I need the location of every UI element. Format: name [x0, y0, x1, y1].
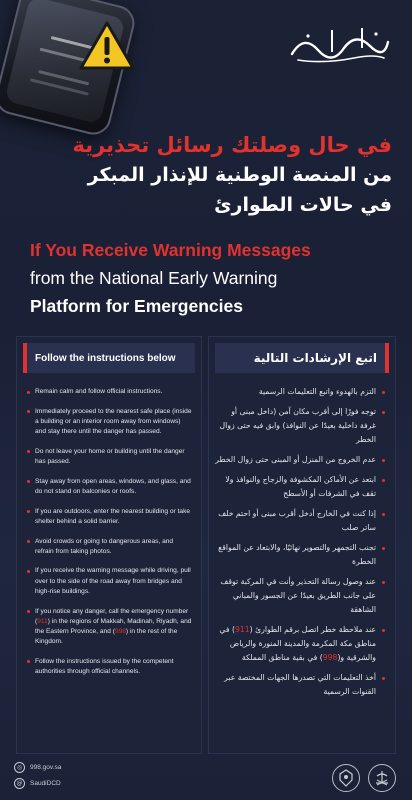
- list-item: Do not leave your home or building until the danger has passed.: [27, 447, 193, 467]
- list-item: التزم بالهدوء واتبع التعليمات الرسمية: [215, 385, 385, 399]
- list-item: توجه فورًا إلى أقرب مكان آمن (داخل مبنى أو غرفة داخلية بعيدًا عن النوافذ) وابق فيه حتى زوال الخطر: [215, 405, 385, 447]
- list-item: If you receive the warning message while driving, pull over to the side of the road away from bridges and high-rise buildings.: [27, 566, 193, 597]
- english-title: [30, 236, 390, 320]
- list-item: تجنب التجمهر والتصوير نهائيًا، والابتعاد عن المواقع الخطرة: [215, 541, 385, 569]
- list-item: عدم الخروج من المنزل أو المبنى حتى زوال الخطر: [215, 453, 385, 467]
- social-row[interactable]: [14, 778, 61, 789]
- emblems: [332, 764, 396, 792]
- footer: [14, 762, 61, 794]
- list-item: ابتعد عن الأماكن المكشوفة والزجاج والنوافذ ولا تقف في الشرفات أو الأسطح: [215, 473, 385, 501]
- arabic-panel-header: [215, 343, 389, 373]
- list-item: إذا كنت في الخارج أدخل أقرب مبنى أو احتم خلف ساتر صلب: [215, 507, 385, 535]
- english-instructions-list: [17, 373, 201, 677]
- list-item: عند وصول رسالة التحذير وأنت في المركبة توقف على جانب الطريق بعيدًا عن الجسور والمباني الشاهقة: [215, 575, 385, 617]
- website-row[interactable]: [14, 762, 61, 773]
- logo: [284, 24, 394, 68]
- english-title-line2: from the National Early Warning: [30, 268, 278, 288]
- arabic-title-line3: في حالات الطوارئ: [214, 194, 392, 216]
- arabic-panel-heading: اتبع الإرشادات التالية: [253, 351, 377, 365]
- website-link[interactable]: 998.gov.sa: [30, 764, 62, 771]
- arabic-title: [20, 130, 392, 220]
- list-item: Avoid crowds or going to dangerous areas, and refrain from taking photos.: [27, 537, 193, 557]
- calligraphy-logo-icon: [284, 24, 394, 68]
- english-title-line3: Platform for Emergencies: [30, 296, 243, 316]
- arabic-instructions-panel: [208, 336, 396, 754]
- warning-icon: [78, 20, 136, 72]
- english-panel-heading: Follow the instructions below: [35, 352, 176, 364]
- arabic-title-line2: من المنصة الوطنية للإنذار المبكر: [87, 164, 392, 186]
- social-icon: @: [14, 778, 25, 789]
- arabic-title-line1: في حال وصلتك رسائل تحذيرية: [72, 133, 392, 157]
- list-item: عند ملاحظة خطر اتصل برقم الطوارئ (911) في مناطق مكة المكرمة والمدينة المنورة والرياض والشرقية و(998) في بقية مناطق المملكة: [215, 623, 385, 665]
- globe-icon: ◎: [14, 762, 25, 773]
- list-item: If you notice any danger, call the emergency number (911) in the regions of Makkah, Madinah, Riyadh, and the Eastern Province, and (998) in the rest of the Kingdom.: [27, 607, 193, 648]
- english-title-line1: If You Receive Warning Messages: [30, 240, 311, 260]
- list-item: أخذ التعليمات التي تصدرها الجهات المختصة عبر القنوات الرسمية: [215, 671, 385, 699]
- ministry-emblem-icon: [368, 764, 396, 792]
- list-item: Immediately proceed to the nearest safe place (inside a building or an interior room away from windows) and stay there until the danger has passed.: [27, 407, 193, 438]
- social-handle[interactable]: SaudiDCD: [30, 780, 61, 787]
- list-item: Stay away from open areas, windows, and glass, and do not stand on balconies or roofs.: [27, 477, 193, 497]
- english-panel-header: [23, 343, 195, 373]
- arabic-instructions-list: [209, 373, 395, 699]
- english-instructions-panel: [16, 336, 202, 754]
- civil-defense-emblem-icon: [332, 764, 360, 792]
- list-item: Follow the instructions issued by the competent authorities through official channels.: [27, 657, 193, 677]
- list-item: If you are outdoors, enter the nearest building or take shelter behind a solid barrier.: [27, 507, 193, 527]
- list-item: Remain calm and follow official instructions.: [27, 387, 193, 397]
